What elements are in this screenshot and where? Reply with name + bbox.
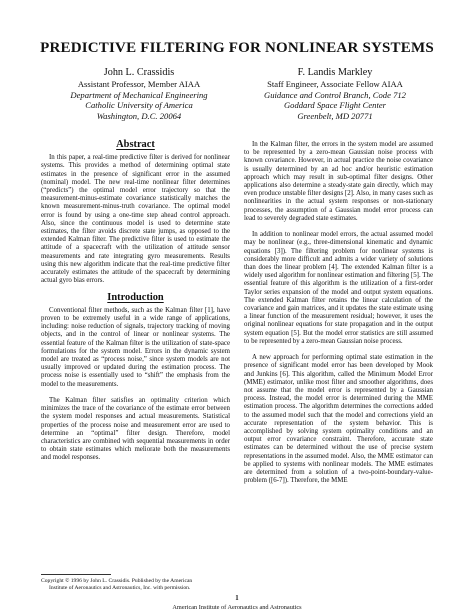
copyright-footnote: [41, 574, 230, 592]
author-name: John L. Crassidis: [103, 67, 175, 78]
right-paragraph-1: In the Kalman filter, the errors in the system model are assumed to be represented by a zero-mean Gaussian noise process with known covariance. However, in actual practice the noise covariance is usually determined by an ad hoc and/or heuristic estimation approach which may result in sub-optimal filter designs. Other applications also determine a steady-state gain directly, which may even produce unstable filter designs [2]. Also, in many cases such as nonlinearities in the actual system responses or non-stationary processes, the assumption of a Gaussian model error process can lead to severely degraded state estimates.: [244, 141, 433, 222]
footnote-line-1: Copyright © 1996 by John L. Crassidis. Published by the American: [41, 578, 193, 584]
right-column: [244, 141, 433, 494]
author-organization: Catholic University of America: [85, 100, 193, 111]
abstract-heading: Abstract: [116, 139, 155, 150]
footnote-rule: [41, 574, 111, 575]
author-2: [237, 66, 433, 121]
abstract-text: In this paper, a real-time predictive filter is derived for nonlinear systems. This provides a method of determining optimal state estimates in the presence of significant error in the assumed (nominal) model. The new real-time nonlinear filter determines (“predicts”) the optimal model error trajectory so that the measurement-minus-estimate covariance statistically matches the known measurement-minus-truth covariance. The optimal model error is found by using a one-time step ahead control approach. Also, since the continuous model is used to determine state estimates, the filter avoids discrete state jumps, as opposed to the extended Kalman filter. The predictive filter is used to estimate the attitude of a spacecraft with the utilization of attitude sensor measurements and rate integrating gyro measurements. Results using this new algorithm indicate that the real-time predictive filter accurately estimates the attitude of the spacecraft by determining actual gyro bias errors.: [41, 154, 230, 285]
author-department: Department of Mechanical Engineering: [70, 89, 208, 100]
author-city: Greenbelt, MD 20771: [297, 110, 373, 121]
author-position: Staff Engineer, Associate Fellow AIAA: [267, 79, 403, 89]
author-1: [41, 66, 237, 121]
author-city: Washington, D.C. 20064: [96, 110, 182, 121]
publisher-footer: American Institute of Aeronautics and Astronautics: [172, 604, 302, 611]
introduction-heading: Introduction: [107, 291, 164, 303]
paper-title: PREDICTIVE FILTERING FOR NONLINEAR SYSTEMS: [40, 40, 434, 56]
author-department: Guidance and Control Branch, Code 712: [264, 89, 406, 100]
author-name: F. Landis Markley: [297, 67, 373, 78]
intro-paragraph-2: The Kalman filter satisfies an optimality criterion which minimizes the trace of the covariance of the estimate error between the system model responses and actual measurements. Statistical properties of the process noise and measurement error are used to determine an “optimal” filter design. Therefore, model characteristics are combined with sequential measurements in order to obtain state estimates which meliorate both the measurements and model responses.: [41, 397, 230, 462]
left-column: [41, 141, 230, 494]
body-columns: [41, 141, 433, 494]
author-block: [41, 66, 433, 121]
footnote-line-2: Institute of Aeronautics and Astronautics, Inc. with permission.: [49, 584, 191, 591]
right-paragraph-2: In addition to nonlinear model errors, the actual assumed model may be nonlinear (e.g., three-dimensional kinematic and dynamic equations [3]). The filtering problem for nonlinear systems is considerably more difficult and admits a wider variety of solutions than does the linear problem [4]. The extended Kalman filter is a widely used algorithm for nonlinear estimation and filtering [5]. The essential feature of this algorithm is the utilization of a first-order Taylor series expansion of the model and output system equations. The extended Kalman filter retains the linear calculation of the covariance and gain matrices, and it updates the state estimate using a linear function of the measurement residual; however, it uses the original nonlinear equations for state propagation and in the output system equation [5]. But the model error statistics are still assumed to be represented by a zero-mean Gaussian noise process.: [244, 231, 433, 345]
page-number: 1: [235, 595, 239, 602]
right-paragraph-3: A new approach for performing optimal state estimation in the presence of significant model error has been developed by Mook and Junkins [6]. This algorithm, called the Minimum Model Error (MME) estimator, unlike most filter and smoother algorithms, does not assume that the model error is represented by a Gaussian process. Instead, the model error is determined during the MME estimation process. The algorithm determines the corrections added to the assumed model such that the model and corrections yield an accurate representation of the system behavior. This is accomplished by solving system optimality conditions and an output error covariance constraint. Therefore, accurate state estimates can be determined without the use of precise system representations in the assumed model. Also, the MME estimator can be applied to systems with nonlinear models. The MME estimates are determined from a solution of a two-point-boundary-value-problem ([6-7]). Therefore, the MME: [244, 354, 433, 485]
intro-paragraph-1: Conventional filter methods, such as the Kalman filter [1], have proven to be extremely useful in a wide range of applications, including: noise reduction of signals, trajectory tracking of moving objects, and in the control of linear or nonlinear systems. The essential feature of the Kalman filter is the utilization of state-space formulations for the system model. Errors in the dynamic system model are treated as “process noise,” since system models are not usually improved or updated during the estimation process. The process noise is essentially used to “shift” the emphasis from the model to the measurements.: [41, 306, 230, 388]
author-position: Assistant Professor, Member AIAA: [77, 79, 201, 89]
author-organization: Goddard Space Flight Center: [283, 100, 387, 111]
